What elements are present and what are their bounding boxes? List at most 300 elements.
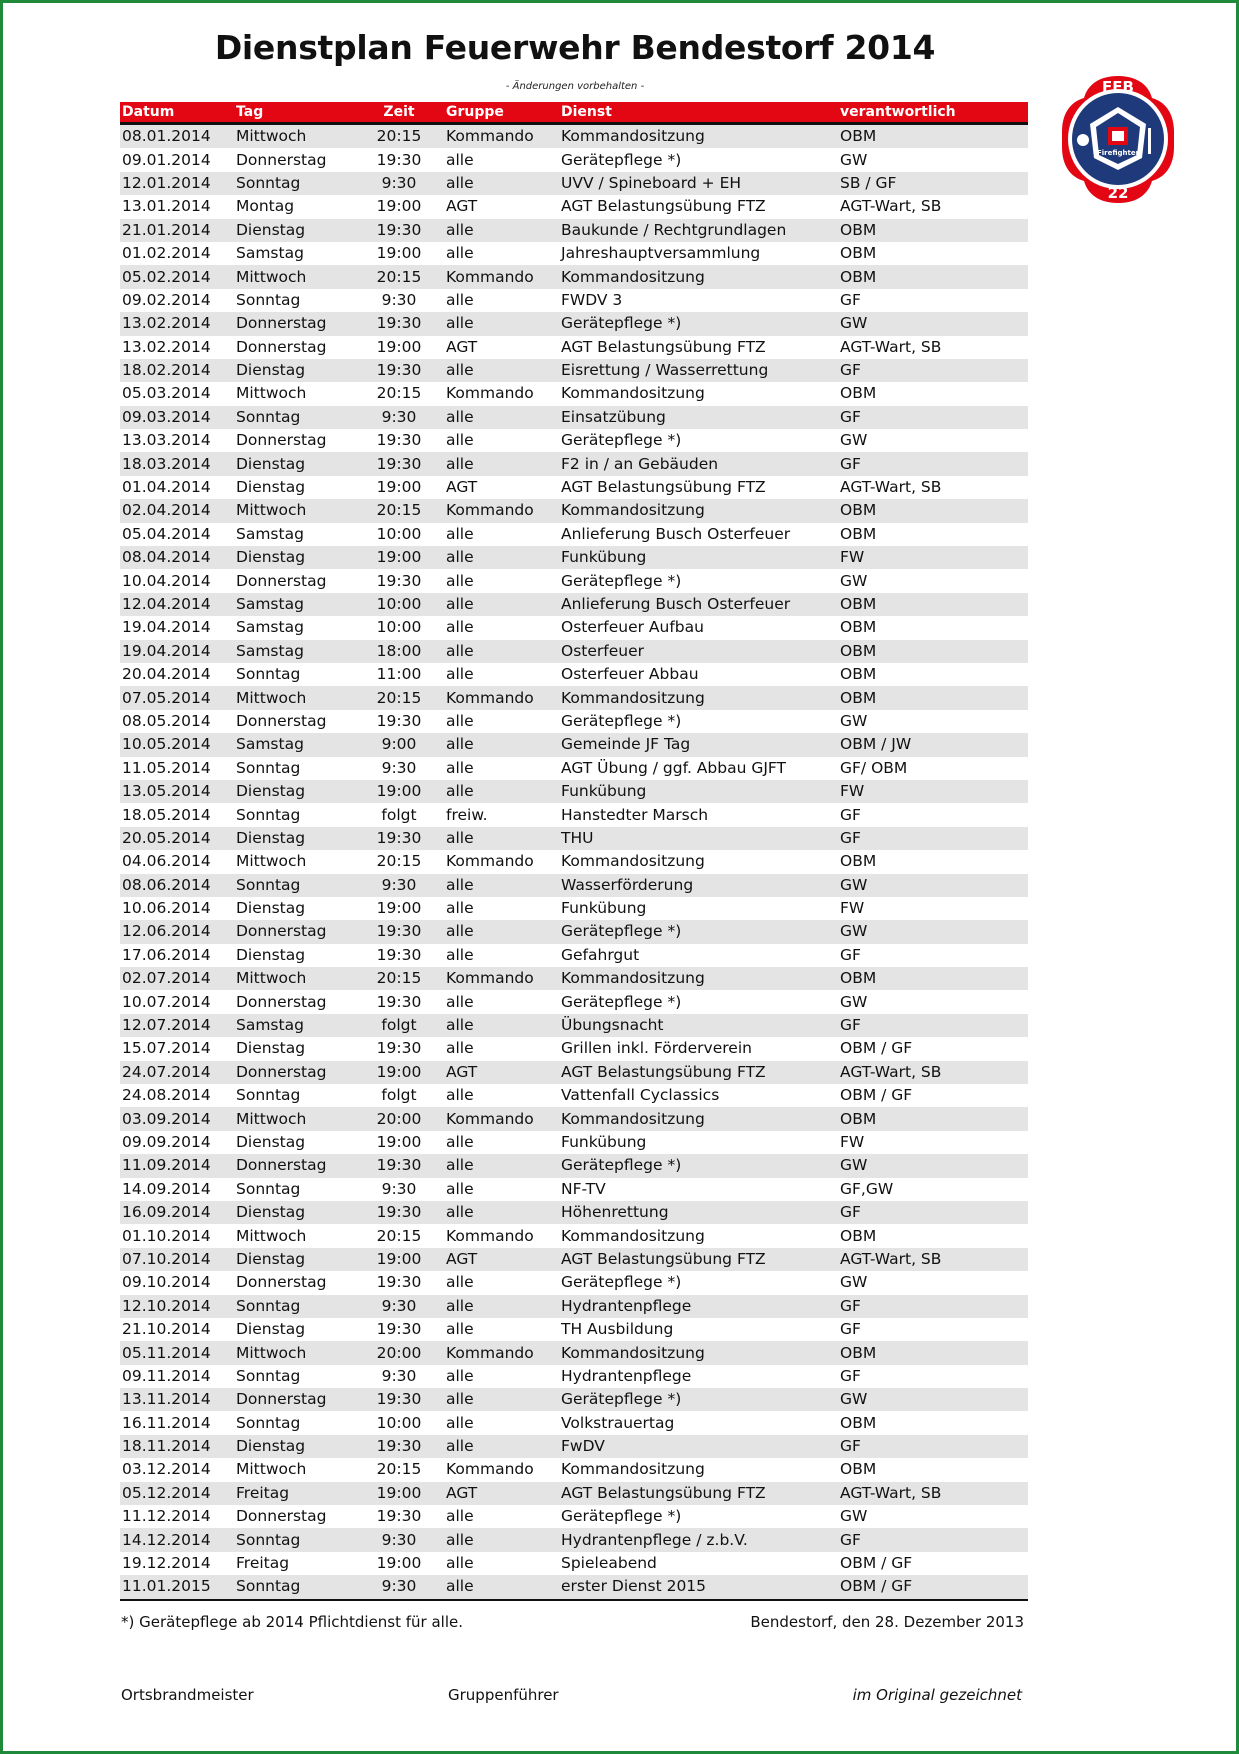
cell-verantwortlich: OBM / GF [838, 1575, 1028, 1599]
cell-datum: 12.04.2014 [120, 593, 234, 616]
cell-tag: Mittwoch [234, 1458, 354, 1481]
table-row [120, 990, 1028, 1013]
cell-gruppe: AGT [444, 195, 559, 218]
cell-gruppe: alle [444, 1201, 559, 1224]
cell-zeit: 20:15 [354, 124, 444, 149]
cell-tag: Donnerstag [234, 569, 354, 592]
cell-gruppe: Kommando [444, 1224, 559, 1247]
cell-verantwortlich: OBM [838, 686, 1028, 709]
cell-tag: Sonntag [234, 406, 354, 429]
cell-gruppe: alle [444, 1037, 559, 1060]
cell-datum: 13.11.2014 [120, 1388, 234, 1411]
cell-zeit: 19:30 [354, 569, 444, 592]
cell-datum: 07.05.2014 [120, 686, 234, 709]
cell-gruppe: alle [444, 523, 559, 546]
cell-tag: Donnerstag [234, 1505, 354, 1528]
cell-zeit: 19:30 [354, 710, 444, 733]
table-row [120, 1131, 1028, 1154]
cell-tag: Dienstag [234, 452, 354, 475]
table-row [120, 289, 1028, 312]
cell-tag: Mittwoch [234, 265, 354, 288]
cell-zeit: 19:30 [354, 1318, 444, 1341]
cell-gruppe: alle [444, 429, 559, 452]
cell-tag: Donnerstag [234, 920, 354, 943]
cell-gruppe: alle [444, 1318, 559, 1341]
cell-zeit: 19:00 [354, 195, 444, 218]
cell-datum: 07.10.2014 [120, 1248, 234, 1271]
cell-datum: 16.11.2014 [120, 1411, 234, 1434]
table-row [120, 780, 1028, 803]
table-row [120, 499, 1028, 522]
cell-datum: 05.04.2014 [120, 523, 234, 546]
cell-dienst: Gefahrgut [559, 944, 838, 967]
cell-gruppe: alle [444, 312, 559, 335]
cell-dienst: TH Ausbildung [559, 1318, 838, 1341]
cell-dienst: Baukunde / Rechtgrundlagen [559, 219, 838, 242]
column-header-verantwortlich: verantwortlich [838, 102, 1028, 124]
cell-verantwortlich: AGT-Wart, SB [838, 336, 1028, 359]
cell-dienst: Gerätepflege *) [559, 920, 838, 943]
cell-verantwortlich: OBM / GF [838, 1084, 1028, 1107]
cell-datum: 10.05.2014 [120, 733, 234, 756]
cell-gruppe: alle [444, 1552, 559, 1575]
cell-tag: Sonntag [234, 874, 354, 897]
cell-zeit: 19:30 [354, 827, 444, 850]
cell-verantwortlich: OBM [838, 616, 1028, 639]
cell-tag: Sonntag [234, 1528, 354, 1551]
cell-tag: Sonntag [234, 172, 354, 195]
cell-tag: Sonntag [234, 757, 354, 780]
cell-datum: 09.09.2014 [120, 1131, 234, 1154]
cell-gruppe: alle [444, 710, 559, 733]
cell-datum: 04.06.2014 [120, 850, 234, 873]
table-row [120, 686, 1028, 709]
cell-zeit: 19:30 [354, 1201, 444, 1224]
cell-dienst: Spieleabend [559, 1552, 838, 1575]
table-row [120, 1575, 1028, 1599]
cell-dienst: Gerätepflege *) [559, 1388, 838, 1411]
cell-verantwortlich: OBM [838, 242, 1028, 265]
cell-zeit: 20:15 [354, 850, 444, 873]
cell-zeit: 9:30 [354, 874, 444, 897]
cell-dienst: AGT Belastungsübung FTZ [559, 1248, 838, 1271]
cell-gruppe: alle [444, 757, 559, 780]
table-row [120, 195, 1028, 218]
cell-datum: 17.06.2014 [120, 944, 234, 967]
cell-datum: 21.10.2014 [120, 1318, 234, 1341]
cell-dienst: Osterfeuer [559, 640, 838, 663]
cell-gruppe: alle [444, 1271, 559, 1294]
schedule-body [120, 124, 1028, 1600]
cell-verantwortlich: OBM [838, 1107, 1028, 1130]
signature-note: im Original gezeichnet [852, 1686, 1022, 1704]
cell-zeit: 19:00 [354, 1552, 444, 1575]
cell-zeit: 20:15 [354, 1458, 444, 1481]
cell-datum: 11.12.2014 [120, 1505, 234, 1528]
cell-gruppe: alle [444, 1365, 559, 1388]
cell-dienst: Osterfeuer Abbau [559, 663, 838, 686]
cell-zeit: 19:00 [354, 780, 444, 803]
cell-verantwortlich: OBM [838, 1458, 1028, 1481]
cell-gruppe: alle [444, 406, 559, 429]
cell-zeit: 9:30 [354, 1365, 444, 1388]
cell-verantwortlich: GF [838, 1295, 1028, 1318]
cell-datum: 09.02.2014 [120, 289, 234, 312]
cell-datum: 20.05.2014 [120, 827, 234, 850]
cell-tag: Samstag [234, 733, 354, 756]
cell-tag: Donnerstag [234, 312, 354, 335]
cell-verantwortlich: GF [838, 289, 1028, 312]
table-row [120, 172, 1028, 195]
table-row [120, 1411, 1028, 1434]
cell-datum: 18.11.2014 [120, 1435, 234, 1458]
column-header-tag: Tag [234, 102, 354, 124]
cell-zeit: 19:30 [354, 452, 444, 475]
table-row [120, 452, 1028, 475]
cell-verantwortlich: OBM [838, 850, 1028, 873]
cell-datum: 12.07.2014 [120, 1014, 234, 1037]
cell-gruppe: AGT [444, 1482, 559, 1505]
cell-datum: 18.02.2014 [120, 359, 234, 382]
cell-gruppe: alle [444, 827, 559, 850]
cell-tag: Dienstag [234, 1037, 354, 1060]
cell-datum: 01.10.2014 [120, 1224, 234, 1247]
table-row [120, 1014, 1028, 1037]
cell-gruppe: alle [444, 1154, 559, 1177]
cell-tag: Mittwoch [234, 1224, 354, 1247]
cell-tag: Sonntag [234, 1178, 354, 1201]
cell-tag: Sonntag [234, 1411, 354, 1434]
cell-verantwortlich: GW [838, 990, 1028, 1013]
cell-zeit: folgt [354, 803, 444, 826]
cell-tag: Freitag [234, 1552, 354, 1575]
cell-zeit: 19:30 [354, 990, 444, 1013]
cell-zeit: 19:30 [354, 148, 444, 171]
cell-verantwortlich: GF [838, 827, 1028, 850]
page-subtitle: - Änderungen vorbehalten - [505, 81, 645, 92]
table-row [120, 219, 1028, 242]
cell-dienst: Funkübung [559, 897, 838, 920]
table-row [120, 1295, 1028, 1318]
cell-tag: Donnerstag [234, 336, 354, 359]
table-row [120, 523, 1028, 546]
cell-datum: 03.09.2014 [120, 1107, 234, 1130]
table-row [120, 710, 1028, 733]
cell-dienst: Gerätepflege *) [559, 148, 838, 171]
cell-tag: Dienstag [234, 1131, 354, 1154]
cell-tag: Mittwoch [234, 382, 354, 405]
cell-datum: 19.12.2014 [120, 1552, 234, 1575]
cell-datum: 14.12.2014 [120, 1528, 234, 1551]
cell-verantwortlich: GW [838, 312, 1028, 335]
cell-dienst: Funkübung [559, 780, 838, 803]
cell-tag: Samstag [234, 616, 354, 639]
table-row [120, 1037, 1028, 1060]
cell-datum: 18.03.2014 [120, 452, 234, 475]
table-header-row [120, 102, 1028, 124]
cell-zeit: 9:30 [354, 1575, 444, 1599]
cell-dienst: Kommandositzung [559, 1224, 838, 1247]
cell-gruppe: alle [444, 452, 559, 475]
cell-verantwortlich: GF [838, 1201, 1028, 1224]
cell-datum: 09.03.2014 [120, 406, 234, 429]
cell-zeit: 19:30 [354, 429, 444, 452]
cell-dienst: Kommandositzung [559, 265, 838, 288]
cell-verantwortlich: GF,GW [838, 1178, 1028, 1201]
cell-dienst: Gemeinde JF Tag [559, 733, 838, 756]
cell-tag: Sonntag [234, 663, 354, 686]
cell-datum: 13.02.2014 [120, 336, 234, 359]
cell-zeit: 9:30 [354, 1528, 444, 1551]
cell-verantwortlich: GF [838, 1318, 1028, 1341]
cell-tag: Dienstag [234, 1318, 354, 1341]
cell-dienst: Kommandositzung [559, 1107, 838, 1130]
cell-zeit: 11:00 [354, 663, 444, 686]
cell-gruppe: alle [444, 920, 559, 943]
cell-datum: 21.01.2014 [120, 219, 234, 242]
cell-zeit: 10:00 [354, 616, 444, 639]
cell-gruppe: alle [444, 1295, 559, 1318]
cell-verantwortlich: SB / GF [838, 172, 1028, 195]
cell-datum: 08.05.2014 [120, 710, 234, 733]
cell-dienst: Gerätepflege *) [559, 1154, 838, 1177]
table-row [120, 336, 1028, 359]
cell-tag: Dienstag [234, 219, 354, 242]
cell-datum: 12.06.2014 [120, 920, 234, 943]
table-row [120, 920, 1028, 943]
cell-zeit: 19:00 [354, 242, 444, 265]
cell-verantwortlich: GW [838, 710, 1028, 733]
cell-verantwortlich: AGT-Wart, SB [838, 1482, 1028, 1505]
cell-tag: Freitag [234, 1482, 354, 1505]
cell-datum: 11.01.2015 [120, 1575, 234, 1599]
cell-dienst: Gerätepflege *) [559, 569, 838, 592]
cell-zeit: 19:30 [354, 359, 444, 382]
cell-verantwortlich: GF [838, 803, 1028, 826]
cell-gruppe: alle [444, 1178, 559, 1201]
cell-dienst: Wasserförderung [559, 874, 838, 897]
cell-verantwortlich: GW [838, 1271, 1028, 1294]
cell-dienst: FwDV [559, 1435, 838, 1458]
cell-verantwortlich: GW [838, 920, 1028, 943]
cell-zeit: 10:00 [354, 593, 444, 616]
cell-zeit: 19:30 [354, 1037, 444, 1060]
cell-zeit: 19:30 [354, 1271, 444, 1294]
cell-tag: Dienstag [234, 359, 354, 382]
cell-dienst: AGT Belastungsübung FTZ [559, 1061, 838, 1084]
table-row [120, 1388, 1028, 1411]
table-row [120, 429, 1028, 452]
cell-dienst: NF-TV [559, 1178, 838, 1201]
cell-tag: Donnerstag [234, 148, 354, 171]
table-row [120, 967, 1028, 990]
cell-zeit: 19:00 [354, 897, 444, 920]
page-title: Dienstplan Feuerwehr Bendestorf 2014 [214, 28, 936, 67]
cell-dienst: F2 in / an Gebäuden [559, 452, 838, 475]
table-row [120, 1435, 1028, 1458]
table-row [120, 1201, 1028, 1224]
cell-verantwortlich: FW [838, 546, 1028, 569]
table-row [120, 850, 1028, 873]
cell-gruppe: Kommando [444, 1341, 559, 1364]
cell-verantwortlich: GF [838, 359, 1028, 382]
cell-datum: 12.01.2014 [120, 172, 234, 195]
cell-datum: 10.07.2014 [120, 990, 234, 1013]
signature-ortsbrandmeister: Ortsbrandmeister [121, 1686, 254, 1704]
cell-verantwortlich: FW [838, 897, 1028, 920]
cell-datum: 12.10.2014 [120, 1295, 234, 1318]
cell-gruppe: Kommando [444, 1107, 559, 1130]
table-row [120, 944, 1028, 967]
cell-verantwortlich: AGT-Wart, SB [838, 1061, 1028, 1084]
cell-gruppe: alle [444, 1084, 559, 1107]
cell-tag: Sonntag [234, 1365, 354, 1388]
cell-gruppe: alle [444, 897, 559, 920]
cell-datum: 08.06.2014 [120, 874, 234, 897]
cell-verantwortlich: OBM [838, 1224, 1028, 1247]
cell-zeit: 19:00 [354, 1482, 444, 1505]
table-row [120, 242, 1028, 265]
table-row [120, 803, 1028, 826]
table-row [120, 663, 1028, 686]
table-row [120, 1084, 1028, 1107]
logo-center-text: Firefighter [1096, 149, 1140, 157]
cell-verantwortlich: OBM [838, 382, 1028, 405]
column-header-gruppe: Gruppe [444, 102, 559, 124]
table-row [120, 1178, 1028, 1201]
cell-verantwortlich: OBM [838, 219, 1028, 242]
cell-dienst: Hydrantenpflege [559, 1295, 838, 1318]
cell-tag: Mittwoch [234, 1107, 354, 1130]
cell-zeit: 20:00 [354, 1341, 444, 1364]
cell-dienst: Kommandositzung [559, 1458, 838, 1481]
cell-zeit: 19:30 [354, 219, 444, 242]
table-row [120, 406, 1028, 429]
cell-gruppe: alle [444, 359, 559, 382]
table-row [120, 1154, 1028, 1177]
cell-zeit: 19:00 [354, 476, 444, 499]
table-row [120, 1318, 1028, 1341]
table-row [120, 874, 1028, 897]
cell-gruppe: alle [444, 874, 559, 897]
cell-dienst: Anlieferung Busch Osterfeuer [559, 523, 838, 546]
cell-gruppe: Kommando [444, 124, 559, 149]
cell-tag: Dienstag [234, 827, 354, 850]
cell-tag: Dienstag [234, 944, 354, 967]
cell-tag: Samstag [234, 1014, 354, 1037]
cell-datum: 13.01.2014 [120, 195, 234, 218]
cell-datum: 11.05.2014 [120, 757, 234, 780]
cell-gruppe: alle [444, 616, 559, 639]
cell-gruppe: alle [444, 1388, 559, 1411]
cell-verantwortlich: GW [838, 1388, 1028, 1411]
cell-datum: 02.04.2014 [120, 499, 234, 522]
cell-zeit: 19:00 [354, 1248, 444, 1271]
cell-tag: Sonntag [234, 289, 354, 312]
logo-bottom-text: 22 [1107, 184, 1129, 202]
cell-gruppe: alle [444, 1575, 559, 1599]
schedule-table [120, 102, 1028, 1601]
cell-tag: Mittwoch [234, 850, 354, 873]
cell-datum: 03.12.2014 [120, 1458, 234, 1481]
cell-tag: Donnerstag [234, 429, 354, 452]
cell-dienst: AGT Übung / ggf. Abbau GJFT [559, 757, 838, 780]
cell-gruppe: alle [444, 944, 559, 967]
cell-zeit: 10:00 [354, 1411, 444, 1434]
cell-zeit: 20:15 [354, 382, 444, 405]
cell-zeit: 9:30 [354, 1295, 444, 1318]
cell-zeit: 19:30 [354, 312, 444, 335]
table-row [120, 265, 1028, 288]
cell-zeit: 9:30 [354, 1178, 444, 1201]
cell-datum: 24.08.2014 [120, 1084, 234, 1107]
cell-tag: Donnerstag [234, 1154, 354, 1177]
cell-datum: 05.11.2014 [120, 1341, 234, 1364]
cell-dienst: Hydrantenpflege / z.b.V. [559, 1528, 838, 1551]
column-header-zeit: Zeit [354, 102, 444, 124]
cell-tag: Sonntag [234, 1084, 354, 1107]
cell-gruppe: alle [444, 1505, 559, 1528]
cell-verantwortlich: OBM / GF [838, 1552, 1028, 1575]
table-row [120, 1224, 1028, 1247]
cell-zeit: 19:30 [354, 1388, 444, 1411]
table-row [120, 1552, 1028, 1575]
cell-zeit: 19:30 [354, 1505, 444, 1528]
cell-verantwortlich: GF [838, 944, 1028, 967]
cell-dienst: THU [559, 827, 838, 850]
cell-verantwortlich: OBM / JW [838, 733, 1028, 756]
cell-datum: 10.04.2014 [120, 569, 234, 592]
cell-tag: Donnerstag [234, 710, 354, 733]
cell-tag: Dienstag [234, 780, 354, 803]
cell-dienst: Kommandositzung [559, 382, 838, 405]
cell-zeit: 9:30 [354, 172, 444, 195]
cell-tag: Donnerstag [234, 1271, 354, 1294]
cell-gruppe: AGT [444, 476, 559, 499]
cell-datum: 14.09.2014 [120, 1178, 234, 1201]
cell-verantwortlich: OBM [838, 499, 1028, 522]
cell-gruppe: alle [444, 289, 559, 312]
table-row [120, 1061, 1028, 1084]
cell-tag: Mittwoch [234, 686, 354, 709]
cell-verantwortlich: OBM [838, 1341, 1028, 1364]
cell-datum: 13.05.2014 [120, 780, 234, 803]
cell-gruppe: alle [444, 640, 559, 663]
table-row [120, 757, 1028, 780]
cell-dienst: Gerätepflege *) [559, 1505, 838, 1528]
cell-dienst: FWDV 3 [559, 289, 838, 312]
cell-datum: 18.05.2014 [120, 803, 234, 826]
cell-dienst: Kommandositzung [559, 499, 838, 522]
table-row [120, 382, 1028, 405]
table-row [120, 1528, 1028, 1551]
cell-verantwortlich: AGT-Wart, SB [838, 1248, 1028, 1271]
cell-gruppe: Kommando [444, 686, 559, 709]
cell-tag: Donnerstag [234, 1388, 354, 1411]
cell-verantwortlich: AGT-Wart, SB [838, 476, 1028, 499]
cell-dienst: erster Dienst 2015 [559, 1575, 838, 1599]
cell-gruppe: alle [444, 780, 559, 803]
cell-gruppe: alle [444, 733, 559, 756]
cell-verantwortlich: OBM / GF [838, 1037, 1028, 1060]
cell-dienst: AGT Belastungsübung FTZ [559, 476, 838, 499]
cell-datum: 19.04.2014 [120, 640, 234, 663]
cell-dienst: Funkübung [559, 1131, 838, 1154]
cell-verantwortlich: GF [838, 452, 1028, 475]
cell-gruppe: alle [444, 569, 559, 592]
table-row [120, 1458, 1028, 1481]
cell-tag: Mittwoch [234, 499, 354, 522]
